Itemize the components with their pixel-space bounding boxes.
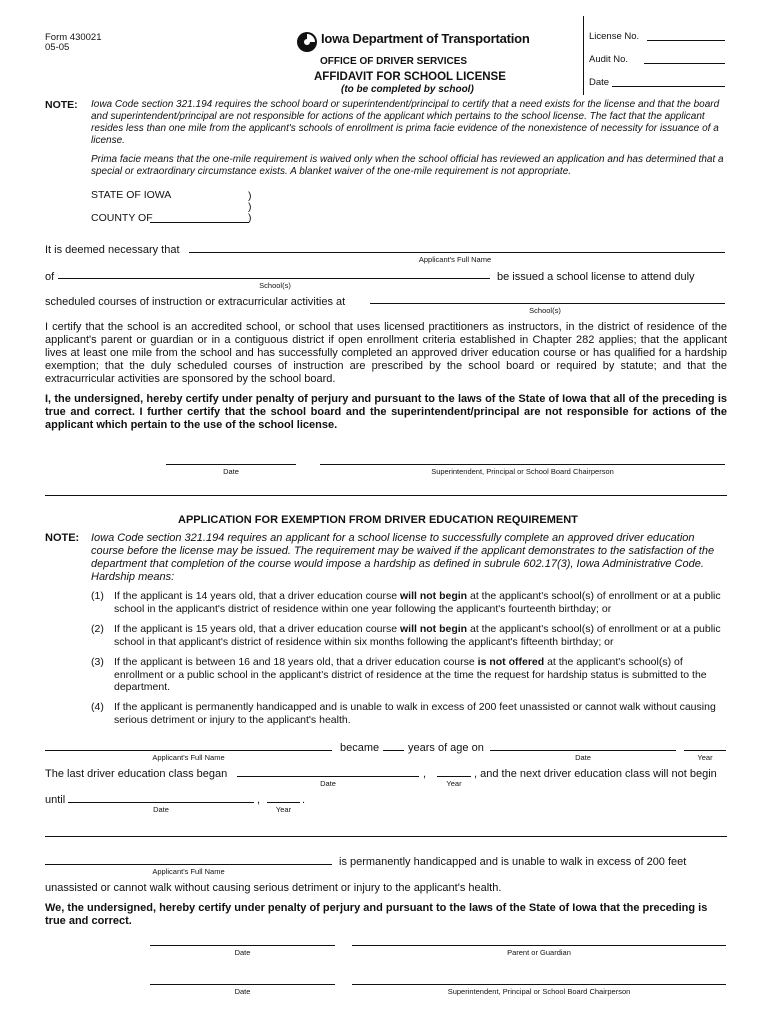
be-issued-text: be issued a school license to attend duly	[497, 271, 695, 283]
hardship-item-1-number: (1)	[91, 590, 104, 602]
affidavit-signature-field[interactable]	[320, 464, 725, 465]
until-date-caption: Date	[153, 805, 169, 814]
schools-caption-1: School(s)	[259, 281, 291, 290]
header-divider	[583, 16, 584, 95]
handicapped-applicant-caption: Applicant's Full Name	[152, 867, 225, 876]
until-comma: ,	[257, 794, 261, 806]
last-class-year-caption: Year	[446, 779, 462, 788]
applicant-name-caption: Applicant's Full Name	[418, 255, 492, 264]
last-class-date-caption: Date	[320, 779, 336, 788]
last-class-date-field[interactable]	[237, 776, 419, 777]
exemption-applicant-field[interactable]	[45, 750, 332, 751]
form-number: Form 430021	[45, 32, 102, 43]
exemption-note: Iowa Code section 321.194 requires an applicant for a school license to successfully complete an approved driver education course before the license may be issued. The requirement may be waived if the applicant demonstrates to the satisfaction of the department that completion of the course would impose a hardship as defined in subrule 602.17(3), Iowa Administrative Code. Hardship means:	[91, 532, 715, 583]
audit-no-field[interactable]	[644, 63, 725, 64]
parent-signature-field[interactable]	[352, 945, 726, 946]
hardship-item-4: If the applicant is permanently handicapped and is unable to walk in excess of 200 feet unassisted or cannot walk without causing serious detriment or injury to the applicant's health.	[114, 701, 716, 726]
next-class-text: , and the next driver education class will not begin	[474, 768, 717, 780]
birthday-date-caption: Date	[575, 753, 591, 762]
note-label: NOTE:	[45, 99, 78, 111]
header-date-field[interactable]	[612, 86, 725, 87]
years-of-age-text: years of age on	[408, 742, 484, 754]
form-title: AFFIDAVIT FOR SCHOOL LICENSE	[314, 71, 506, 83]
affidavit-date-field[interactable]	[166, 464, 296, 465]
affidavit-date-caption: Date	[223, 467, 239, 476]
agency-logo-text: Iowa Department of Transportation	[321, 31, 530, 46]
handicapped-text: is permanently handicapped and is unable to walk in excess of 200 feet	[339, 856, 687, 868]
venue-paren-1: )	[248, 190, 252, 202]
iowa-dot-logo-icon	[296, 31, 318, 53]
prima-facie-paragraph: Prima facie means that the one-mile requirement is waived only when the school official has reviewed an application and has determined that a special or extraordinary circumstance exists. A blanket waiver of the one-mile requirement is not appropriate.	[91, 154, 724, 177]
form-subtitle: (to be completed by school)	[341, 84, 474, 95]
until-date-field[interactable]	[68, 802, 254, 803]
until-year-field[interactable]	[267, 802, 300, 803]
hardship-item-3-number: (3)	[91, 656, 104, 668]
note-paragraph: Iowa Code section 321.194 requires the school board or superintendent/principal to certify that a need exists for the license and that the board and superintendent/principal are not responsible for actions of the applicant which pertains to the school license. The fact that the applicant resides less than one mile from the applicant's schools of enrollment is prima facie evidence of the nonexistence of necessity for issuance of a license.	[91, 99, 720, 146]
deemed-necessary-text: It is deemed necessary that	[45, 244, 180, 256]
handicapped-applicant-field[interactable]	[45, 864, 332, 865]
official-signature-caption: Superintendent, Principal or School Board Chairperson	[447, 987, 631, 996]
hardship-item-2: If the applicant is 15 years old, that a driver education course will not begin at the applicant's school(s) of enrollment or at a public school in that applicant's district of residence within six months following the applicant's fifteenth birthday; or	[114, 623, 721, 648]
until-year-caption: Year	[275, 805, 292, 814]
blank-line[interactable]	[45, 836, 727, 837]
date-label: Date	[589, 77, 610, 88]
became-text: became	[340, 742, 380, 754]
hardship-item-4-number: (4)	[91, 701, 104, 713]
unassisted-text: unassisted or cannot walk without causing serious detriment or injury to the applicant's health.	[45, 882, 502, 894]
last-class-text: The last driver education class began	[45, 768, 228, 780]
county-field[interactable]	[150, 222, 249, 223]
affidavit-signature-caption: Superintendent, Principal or School Board Chairperson	[431, 467, 614, 476]
exemption-note-label: NOTE:	[45, 532, 80, 544]
hardship-item-1: If the applicant is 14 years old, that a driver education course will not begin at the applicant's school(s) of enrollment or at a public school in the applicant's district of residence within one year following the applicant's fourteenth birthday; or	[114, 590, 721, 615]
section-divider	[45, 495, 727, 496]
official-date-caption: Date	[234, 987, 251, 996]
official-date-field[interactable]	[150, 984, 335, 985]
county-of-label: COUNTY OF	[91, 212, 153, 224]
form-revision-date: 05-05	[45, 42, 70, 53]
official-signature-field[interactable]	[352, 984, 726, 985]
age-field[interactable]	[383, 750, 404, 751]
state-of-iowa: STATE OF IOWA	[91, 189, 172, 201]
schools-caption-2: School(s)	[529, 306, 561, 315]
license-no-label: License No.	[589, 31, 640, 42]
parent-date-field[interactable]	[150, 945, 335, 946]
hardship-item-2-number: (2)	[91, 623, 104, 635]
scheduled-courses-text: scheduled courses of instruction or extracurricular activities at	[45, 296, 346, 308]
venue-paren-2: )	[248, 201, 252, 213]
license-no-field[interactable]	[647, 40, 725, 41]
audit-no-label: Audit No.	[589, 54, 629, 65]
undersigned-paragraph: I, the undersigned, hereby certify under penalty of perjury and pursuant to the laws of the State of Iowa that all of the preceding is true and correct. I further certify that the school board and the superintendent/principal are not responsible for actions of the applicant which pertain to the use of the school license.	[45, 393, 727, 431]
until-period: .	[302, 794, 306, 806]
of-text: of	[45, 271, 55, 283]
hardship-item-3: If the applicant is between 16 and 18 years old, that a driver education course is not offered at the applicant's school(s) of enrollment or a public school in the applicant's district of residence at the time the request for hardship status is submitted to the department.	[114, 656, 707, 693]
applicant-name-field[interactable]	[189, 252, 725, 253]
schools-field-2[interactable]	[370, 303, 725, 304]
exemption-title: APPLICATION FOR EXEMPTION FROM DRIVER EDUCATION REQUIREMENT	[178, 514, 578, 526]
schools-field-1[interactable]	[58, 278, 490, 279]
until-text: until	[45, 794, 66, 806]
we-certify-paragraph: We, the undersigned, hereby certify under penalty of perjury and pursuant to the laws of the State of Iowa that the preceding is true and correct.	[45, 902, 708, 927]
birthday-date-field[interactable]	[490, 750, 676, 751]
birthday-year-caption: Year	[697, 753, 713, 762]
exemption-applicant-caption: Applicant's Full Name	[152, 753, 225, 762]
venue-paren-3: )	[248, 212, 252, 224]
last-class-comma: ,	[423, 768, 427, 780]
parent-date-caption: Date	[234, 948, 251, 957]
office-name: OFFICE OF DRIVER SERVICES	[320, 56, 468, 67]
birthday-year-field[interactable]	[684, 750, 726, 751]
certify-paragraph: I certify that the school is an accredited school, or school that uses licensed practitioners as instructors, in the district of residence of the applicant's parent or guardian or in a contiguous district if open enrollment criteria established in Chapter 282 applies; that the applicant lives at least one mile from the school and has successfully completed an approved driver education course or has qualified for a hardship exemption; that the duly scheduled courses of instruction are prescribed by the school board or required by statute; and that the extracurricular activities are sponsored by the school board.	[45, 321, 727, 385]
last-class-year-field[interactable]	[437, 776, 471, 777]
parent-signature-caption: Parent or Guardian	[507, 948, 571, 957]
